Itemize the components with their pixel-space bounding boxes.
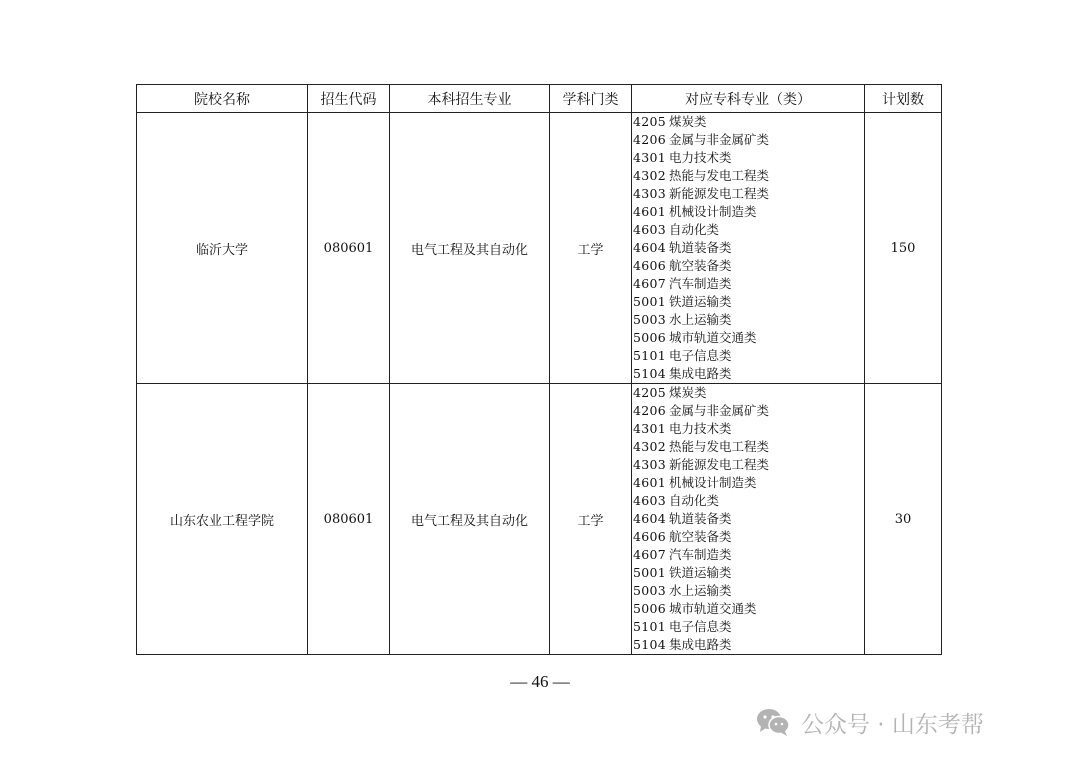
related-major-code: 4301: [633, 421, 667, 436]
related-major-item: [633, 293, 864, 311]
related-major-name: 水上运输类: [669, 312, 732, 327]
related-major-name: 铁道运输类: [669, 565, 732, 580]
table-row: [137, 384, 942, 655]
related-major-name: 水上运输类: [669, 583, 732, 598]
related-major-item: [633, 564, 864, 582]
related-major-item: [633, 438, 864, 456]
related-major-item: [633, 365, 864, 383]
related-major-code: 5104: [633, 637, 667, 652]
related-major-name: 航空装备类: [669, 258, 732, 273]
related-major-name: 机械设计制造类: [669, 204, 757, 219]
related-major-item: [633, 600, 864, 618]
related-major-item: [633, 636, 864, 654]
related-major-item: [633, 492, 864, 510]
related-major-name: 电力技术类: [669, 421, 732, 436]
related-major-item: [633, 257, 864, 275]
related-major-code: 4206: [633, 403, 667, 418]
related-major-code: 4601: [633, 204, 667, 219]
wechat-icon: [755, 707, 791, 737]
table-header-row: [137, 85, 942, 113]
page-number: — 46 —: [510, 672, 570, 691]
watermark: [755, 702, 984, 742]
cell-school: 临沂大学: [137, 113, 308, 384]
related-major-code: 4604: [633, 240, 667, 255]
related-major-name: 热能与发电工程类: [669, 168, 770, 183]
related-major-code: 4303: [633, 457, 667, 472]
cell-code: 080601: [308, 384, 390, 655]
related-major-name: 汽车制造类: [669, 547, 732, 562]
related-major-item: [633, 275, 864, 293]
related-major-name: 航空装备类: [669, 529, 732, 544]
related-major-item: [633, 402, 864, 420]
related-major-code: 5001: [633, 565, 667, 580]
related-major-name: 新能源发电工程类: [669, 457, 770, 472]
related-major-name: 电子信息类: [669, 348, 732, 363]
related-major-item: [633, 311, 864, 329]
related-major-code: 4607: [633, 547, 667, 562]
related-major-item: [633, 239, 864, 257]
related-major-name: 煤炭类: [669, 114, 707, 129]
related-major-name: 铁道运输类: [669, 294, 732, 309]
related-major-name: 轨道装备类: [669, 240, 732, 255]
related-major-code: 4601: [633, 475, 667, 490]
header-code: 招生代码: [308, 85, 390, 113]
related-major-name: 轨道装备类: [669, 511, 732, 526]
related-major-code: 4205: [633, 385, 667, 400]
related-major-item: [633, 131, 864, 149]
related-major-name: 自动化类: [669, 222, 720, 237]
related-major-name: 热能与发电工程类: [669, 439, 770, 454]
related-major-item: [633, 347, 864, 365]
cell-plan: 30: [865, 384, 942, 655]
related-major-code: 4607: [633, 276, 667, 291]
related-major-name: 城市轨道交通类: [669, 601, 757, 616]
related-major-code: 5101: [633, 619, 667, 634]
header-related-majors: 对应专科专业（类）: [632, 85, 865, 113]
related-major-name: 汽车制造类: [669, 276, 732, 291]
related-major-code: 5006: [633, 601, 667, 616]
related-major-code: 4603: [633, 222, 667, 237]
related-major-item: [633, 456, 864, 474]
related-major-item: [633, 221, 864, 239]
related-major-name: 金属与非金属矿类: [669, 403, 770, 418]
related-major-item: [633, 546, 864, 564]
header-school: 院校名称: [137, 85, 308, 113]
related-major-item: [633, 582, 864, 600]
related-major-code: 4606: [633, 529, 667, 544]
cell-major: 电气工程及其自动化: [390, 113, 550, 384]
related-major-code: 4603: [633, 493, 667, 508]
related-major-code: 4604: [633, 511, 667, 526]
related-major-item: [633, 528, 864, 546]
related-major-name: 煤炭类: [669, 385, 707, 400]
related-major-code: 4302: [633, 439, 667, 454]
related-major-code: 5006: [633, 330, 667, 345]
related-major-item: [633, 185, 864, 203]
related-major-code: 4303: [633, 186, 667, 201]
header-category: 学科门类: [550, 85, 632, 113]
related-major-item: [633, 203, 864, 221]
related-major-item: [633, 474, 864, 492]
related-major-name: 城市轨道交通类: [669, 330, 757, 345]
related-major-name: 新能源发电工程类: [669, 186, 770, 201]
related-major-code: 4301: [633, 150, 667, 165]
related-major-code: 4205: [633, 114, 667, 129]
related-major-item: [633, 510, 864, 528]
related-major-name: 集成电路类: [669, 366, 732, 381]
related-major-item: [633, 329, 864, 347]
header-plan: 计划数: [865, 85, 942, 113]
cell-plan: 150: [865, 113, 942, 384]
related-major-name: 机械设计制造类: [669, 475, 757, 490]
admission-plan-table: [136, 84, 942, 655]
cell-major: 电气工程及其自动化: [390, 384, 550, 655]
related-major-item: [633, 113, 864, 131]
cell-category: 工学: [550, 113, 632, 384]
related-major-code: 5003: [633, 312, 667, 327]
cell-related-majors: [632, 113, 865, 384]
header-major: 本科招生专业: [390, 85, 550, 113]
cell-school: 山东农业工程学院: [137, 384, 308, 655]
related-major-code: 5101: [633, 348, 667, 363]
related-major-name: 金属与非金属矿类: [669, 132, 770, 147]
related-major-code: 5104: [633, 366, 667, 381]
related-major-item: [633, 384, 864, 402]
related-major-item: [633, 149, 864, 167]
cell-category: 工学: [550, 384, 632, 655]
related-major-name: 电力技术类: [669, 150, 732, 165]
cell-related-majors: [632, 384, 865, 655]
related-major-name: 集成电路类: [669, 637, 732, 652]
related-major-code: 5001: [633, 294, 667, 309]
related-major-name: 电子信息类: [669, 619, 732, 634]
related-major-item: [633, 167, 864, 185]
related-major-code: 4302: [633, 168, 667, 183]
related-major-code: 4206: [633, 132, 667, 147]
related-major-code: 4606: [633, 258, 667, 273]
related-major-item: [633, 420, 864, 438]
table-row: [137, 113, 942, 384]
watermark-text: 公众号 · 山东考帮: [801, 711, 984, 738]
related-major-item: [633, 618, 864, 636]
cell-code: 080601: [308, 113, 390, 384]
related-major-name: 自动化类: [669, 493, 720, 508]
related-major-code: 5003: [633, 583, 667, 598]
